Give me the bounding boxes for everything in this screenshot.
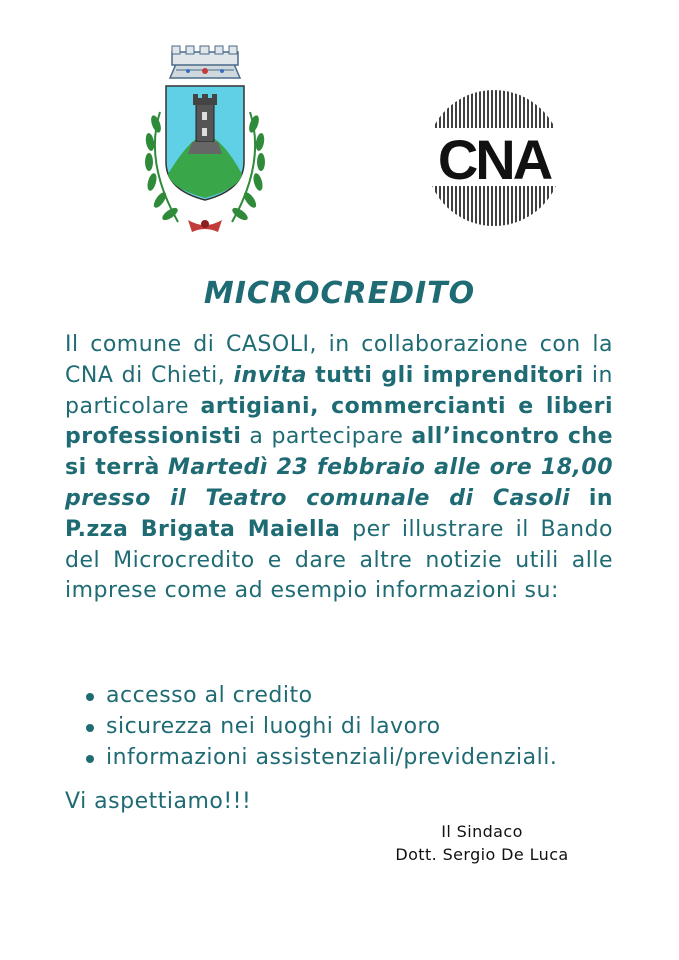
- bullet-icon: [86, 693, 94, 701]
- closing-line: Vi aspettiamo!!!: [65, 789, 252, 814]
- emphasis-incontro: all’incontro che si terrà: [65, 424, 613, 481]
- bullet-icon: [86, 724, 94, 732]
- list-item: informazioni assistenziali/previdenziali.: [84, 742, 624, 773]
- text-segment: Il comune di CASOLI, in collaborazione con la CNA di Chieti,: [65, 332, 613, 388]
- list-item: sicurezza nei luoghi di lavoro: [84, 711, 624, 742]
- text-segment: per illustrare il Bando del Microcredito e dare altre notizie utili alle imprese come ad esempio informazioni su:: [65, 516, 613, 604]
- list-item: accesso al credito: [84, 680, 624, 711]
- page-title: MICROCREDITO: [203, 276, 476, 311]
- crown-icon: [170, 46, 240, 78]
- casoli-coat-of-arms: [130, 42, 280, 242]
- emphasis-categories: artigiani, commercianti e liberi professionisti: [65, 393, 613, 450]
- bullet-icon: [86, 755, 94, 763]
- signature-role: Il Sindaco: [441, 822, 523, 841]
- invitation-paragraph: Il comune di CASOLI, in collaborazione con la CNA di Chieti, invita tutti gli imprenditori in particolare artigiani, commercianti e liberi professionisti a partecipare all’incontro che si terrà Martedì 23 febbraio alle ore 18,00 presso il Teatro comunale di Casoli in P.zza Brigata Maiella per illustrare il Bando del Microcredito e dare altre notizie utili alle imprese come ad esempio informazioni su:: [65, 332, 614, 604]
- emphasis-invita: invita: [233, 362, 307, 388]
- cna-logo: [424, 84, 564, 232]
- signature-block: [372, 820, 592, 866]
- emphasis-in: in: [588, 485, 614, 511]
- event-address: P.zza Brigata Maiella: [65, 516, 341, 542]
- topics-list: [84, 680, 624, 773]
- emphasis-imprenditori: tutti gli imprenditori: [315, 362, 584, 388]
- cna-logo-text: CNA: [437, 128, 551, 191]
- event-date-location: Martedì 23 febbraio alle ore 18,00 presso il Teatro comunale di Casoli: [65, 455, 614, 511]
- signature-name: Dott. Sergio De Luca: [395, 845, 569, 864]
